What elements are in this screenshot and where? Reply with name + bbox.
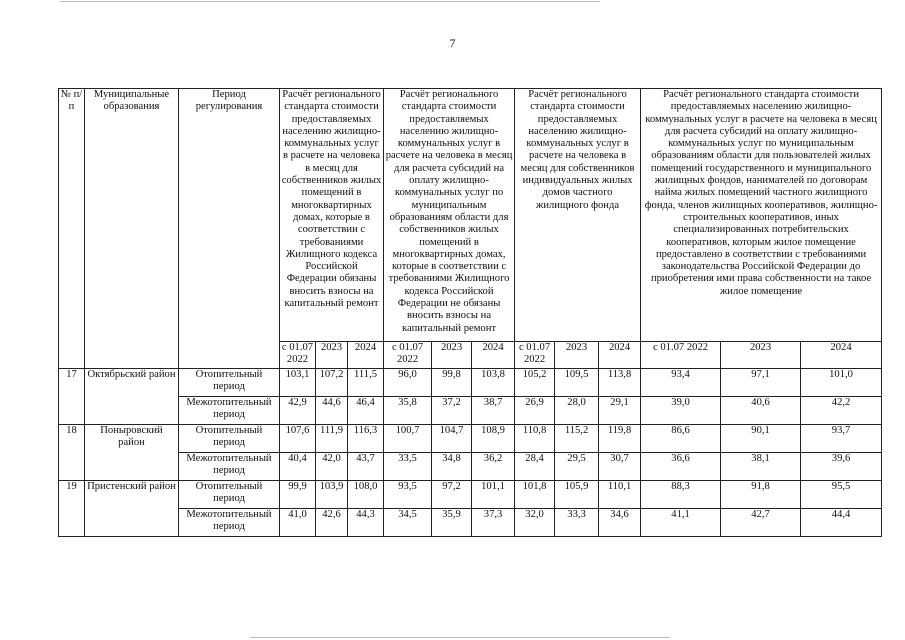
value-cell: 42,9: [280, 397, 316, 425]
value-cell: 105,9: [555, 481, 599, 509]
value-cell: 44,6: [316, 397, 348, 425]
table-row: [59, 425, 882, 453]
value-cell: 103,8: [472, 369, 515, 397]
value-cell: 105,2: [515, 369, 555, 397]
value-cell: 91,8: [721, 481, 801, 509]
year-cell: с 01.07 2022: [515, 342, 555, 369]
value-cell: 36,6: [641, 453, 721, 481]
value-cell: 110,8: [515, 425, 555, 453]
header-standard-1: Расчёт регионального стандарта стоимости предоставляемых населению жилищно-коммунальных услуг в расчете на человека в месяц для собственников жилых помещений в многоквартирных домах, которые в соответствии с требованиями Жилищного кодекса Российской Федерации обязаны вносить взносы на капитальный ремонт: [280, 89, 384, 342]
value-cell: 107,6: [280, 425, 316, 453]
year-cell: 2024: [599, 342, 641, 369]
value-cell: 93,4: [641, 369, 721, 397]
value-cell: 46,4: [348, 397, 384, 425]
value-cell: 33,5: [384, 453, 432, 481]
year-cell: с 01.07 2022: [280, 342, 316, 369]
period-label: Межотопительный период: [179, 453, 280, 481]
value-cell: 35,9: [432, 509, 472, 537]
value-cell: 113,8: [599, 369, 641, 397]
value-cell: 34,6: [599, 509, 641, 537]
value-cell: 111,9: [316, 425, 348, 453]
table-row: [59, 453, 882, 481]
value-cell: 108,9: [472, 425, 515, 453]
municipality-name: Пристенский район: [85, 481, 179, 537]
value-cell: 110,1: [599, 481, 641, 509]
municipality-name: Поныровский район: [85, 425, 179, 481]
value-cell: 38,7: [472, 397, 515, 425]
value-cell: 35,8: [384, 397, 432, 425]
row-number: 19: [59, 481, 85, 537]
value-cell: 86,6: [641, 425, 721, 453]
value-cell: 42,7: [721, 509, 801, 537]
header-standard-4: Расчёт регионального стандарта стоимости предоставляемых населению жилищно-коммунальных услуг в расчете на человека в месяц для расчета субсидий на оплату жилищно-коммунальных услуг по муниципальным образованиям области для пользователей жилых помещений государственного и муниципального жилищных фондов, нанимателей по договорам найма жилых помещений частного жилищного фонда, членов жилищных кооперативов, жилищно-строительных кооперативов, иных специализированных потребительских кооперативов, которым жилое помещение предоставлено в соответствии с требованиями законодательства Российской Федерации до приобретения ими права собственности на такое жилое помещение: [641, 89, 882, 342]
value-cell: 101,0: [801, 369, 882, 397]
year-cell: 2023: [721, 342, 801, 369]
value-cell: 41,0: [280, 509, 316, 537]
year-cell: 2024: [801, 342, 882, 369]
value-cell: 42,2: [801, 397, 882, 425]
year-cell: 2023: [432, 342, 472, 369]
value-cell: 88,3: [641, 481, 721, 509]
value-cell: 40,6: [721, 397, 801, 425]
value-cell: 103,1: [280, 369, 316, 397]
year-cell: 2023: [316, 342, 348, 369]
value-cell: 99,8: [432, 369, 472, 397]
period-label: Межотопительный период: [179, 509, 280, 537]
value-cell: 104,7: [432, 425, 472, 453]
value-cell: 37,2: [432, 397, 472, 425]
year-cell: с 01.07 2022: [384, 342, 432, 369]
table-row: [59, 397, 882, 425]
value-cell: 119,8: [599, 425, 641, 453]
value-cell: 43,7: [348, 453, 384, 481]
year-cell: 2024: [472, 342, 515, 369]
year-cell: 2023: [555, 342, 599, 369]
table-header-row: [59, 89, 882, 342]
value-cell: 99,9: [280, 481, 316, 509]
value-cell: 33,3: [555, 509, 599, 537]
value-cell: 40,4: [280, 453, 316, 481]
header-period: Период регулирования: [179, 89, 280, 369]
header-standard-3: Расчёт регионального стандарта стоимости предоставляемых населению жилищно-коммунальных услуг в расчете на человека в месяц для собственников индивидуальных жилых домов частного жилищного фонда: [515, 89, 641, 342]
value-cell: 29,5: [555, 453, 599, 481]
value-cell: 96,0: [384, 369, 432, 397]
value-cell: 116,3: [348, 425, 384, 453]
value-cell: 34,8: [432, 453, 472, 481]
value-cell: 41,1: [641, 509, 721, 537]
table-row: [59, 509, 882, 537]
value-cell: 34,5: [384, 509, 432, 537]
value-cell: 39,0: [641, 397, 721, 425]
municipality-name: Октябрьский район: [85, 369, 179, 425]
value-cell: 42,6: [316, 509, 348, 537]
value-cell: 29,1: [599, 397, 641, 425]
value-cell: 115,2: [555, 425, 599, 453]
page-number: 7: [449, 36, 456, 50]
value-cell: 95,5: [801, 481, 882, 509]
value-cell: 32,0: [515, 509, 555, 537]
value-cell: 28,0: [555, 397, 599, 425]
value-cell: 97,1: [721, 369, 801, 397]
value-cell: 103,9: [316, 481, 348, 509]
value-cell: 44,3: [348, 509, 384, 537]
value-cell: 28,4: [515, 453, 555, 481]
value-cell: 101,8: [515, 481, 555, 509]
value-cell: 44,4: [801, 509, 882, 537]
value-cell: 93,7: [801, 425, 882, 453]
value-cell: 26,9: [515, 397, 555, 425]
row-number: 18: [59, 425, 85, 481]
value-cell: 111,5: [348, 369, 384, 397]
year-cell: 2024: [348, 342, 384, 369]
table-row: [59, 481, 882, 509]
value-cell: 108,0: [348, 481, 384, 509]
value-cell: 93,5: [384, 481, 432, 509]
value-cell: 90,1: [721, 425, 801, 453]
header-no: № п/п: [59, 89, 85, 369]
period-label: Межотопительный период: [179, 397, 280, 425]
period-label: Отопительный период: [179, 481, 280, 509]
value-cell: 101,1: [472, 481, 515, 509]
year-cell: с 01.07 2022: [641, 342, 721, 369]
value-cell: 42,0: [316, 453, 348, 481]
period-label: Отопительный период: [179, 369, 280, 397]
value-cell: 97,2: [432, 481, 472, 509]
value-cell: 30,7: [599, 453, 641, 481]
scan-artifact-top: [60, 1, 600, 2]
scan-artifact-bottom: [250, 637, 670, 638]
period-label: Отопительный период: [179, 425, 280, 453]
value-cell: 39,6: [801, 453, 882, 481]
row-number: 17: [59, 369, 85, 425]
header-standard-2: Расчёт регионального стандарта стоимости предоставляемых населению жилищно-коммунальных услуг в расчете на человека в месяц для расчета субсидий на оплату жилищно-коммунальных услуг по муниципальным образованиям области для собственников жилых помещений в многоквартирных домах, которые в соответствии с требованиями Жилищного кодекса Российской Федерации не обязаны вносить взносы на капитальный ремонт: [384, 89, 515, 342]
value-cell: 37,3: [472, 509, 515, 537]
value-cell: 107,2: [316, 369, 348, 397]
tariff-standards-table: [58, 88, 882, 537]
value-cell: 100,7: [384, 425, 432, 453]
value-cell: 109,5: [555, 369, 599, 397]
value-cell: 38,1: [721, 453, 801, 481]
value-cell: 36,2: [472, 453, 515, 481]
header-municipality: Муниципальные образования: [85, 89, 179, 369]
table-row: [59, 369, 882, 397]
